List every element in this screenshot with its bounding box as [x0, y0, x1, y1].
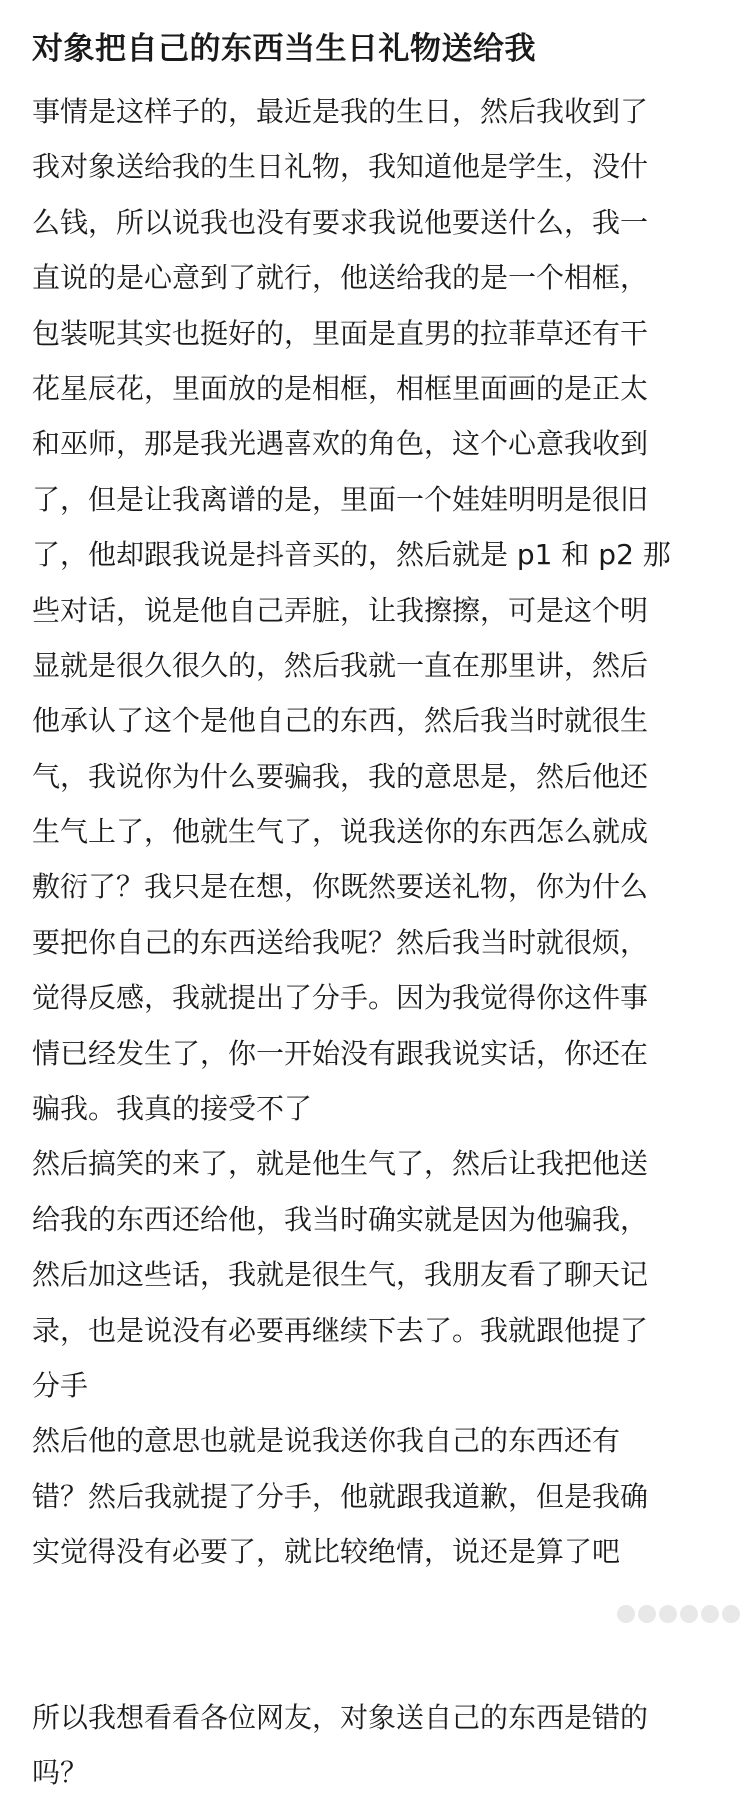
- text-line: 直说的是心意到了就行，他送给我的是一个相框，: [32, 261, 649, 295]
- watermark-dot: [722, 1605, 740, 1623]
- paragraph-return-gift: [32, 1136, 722, 1413]
- text-line: 吗？: [32, 1755, 89, 1789]
- text-line: 骗我。我真的接受不了: [32, 1092, 313, 1126]
- text-line: 和巫师，那是我光遇喜欢的角色，这个心意我收到: [32, 427, 649, 461]
- text-line: 然后搞笑的来了，就是他生气了，然后让我把他送: [32, 1147, 649, 1181]
- watermark-dot: [638, 1605, 656, 1623]
- text-line: 包装呢其实也挺好的，里面是直男的拉菲草还有干: [32, 316, 649, 350]
- text-line: 然后他的意思也就是说我送你我自己的东西还有: [32, 1424, 621, 1458]
- paragraph-gap: [32, 1580, 722, 1690]
- text-line: 花星辰花，里面放的是相框，相框里面画的是正太: [32, 371, 649, 405]
- watermark-dot: [617, 1605, 635, 1623]
- text-line: 错？然后我就提了分手，他就跟我道歉，但是我确: [32, 1479, 649, 1513]
- watermark-dot: [680, 1605, 698, 1623]
- text-line: 些对话，说是他自己弄脏，让我擦擦，可是这个明: [32, 593, 649, 627]
- text-line: 敷衍了？我只是在想，你既然要送礼物，你为什么: [32, 870, 649, 904]
- watermark-dot: [701, 1605, 719, 1623]
- text-line: 显就是很久很久的，然后我就一直在那里讲，然后: [32, 648, 649, 682]
- text-line: 分手: [32, 1368, 89, 1402]
- watermark-dot: [659, 1605, 677, 1623]
- post-body: [32, 84, 722, 1800]
- watermark: [580, 1602, 740, 1626]
- text-line: 么钱，所以说我也没有要求我说他要送什么，我一: [32, 205, 649, 239]
- text-line: 然后加这些话，我就是很生气，我朋友看了聊天记: [32, 1258, 649, 1292]
- text-line: 了，但是让我离谱的是，里面一个娃娃明明是很旧: [32, 482, 649, 516]
- post: [32, 24, 722, 1800]
- paragraph-question: [32, 1690, 722, 1800]
- post-title: 对象把自己的东西当生日礼物送给我: [32, 31, 536, 67]
- text-line: 觉得反感，我就提出了分手。因为我觉得你这件事: [32, 981, 649, 1015]
- text-line: 他承认了这个是他自己的东西，然后我当时就很生: [32, 704, 649, 738]
- text-line: 事情是这样子的，最近是我的生日，然后我收到了: [32, 95, 649, 128]
- paragraph-story: [32, 84, 722, 1136]
- text-line: 了，他却跟我说是抖音买的，然后就是 p1 和 p2 那: [32, 538, 671, 572]
- text-line: 生气上了，他就生气了，说我送你的东西怎么就成: [32, 815, 649, 849]
- text-line: 给我的东西还给他，我当时确实就是因为他骗我，: [32, 1202, 649, 1236]
- text-line: 气，我说你为什么要骗我，我的意思是，然后他还: [32, 759, 649, 793]
- text-line: 要把你自己的东西送给我呢？然后我当时就很烦，: [32, 925, 649, 959]
- paragraph-breakup: [32, 1413, 722, 1579]
- text-line: 我对象送给我的生日礼物，我知道他是学生，没什: [32, 150, 649, 184]
- text-line: 录，也是说没有必要再继续下去了。我就跟他提了: [32, 1313, 649, 1347]
- text-line: 情已经发生了，你一开始没有跟我说实话，你还在: [32, 1036, 649, 1070]
- text-line: 所以我想看看各位网友，对象送自己的东西是错的: [32, 1700, 649, 1734]
- text-line: 实觉得没有必要了，就比较绝情，说还是算了吧: [32, 1535, 621, 1569]
